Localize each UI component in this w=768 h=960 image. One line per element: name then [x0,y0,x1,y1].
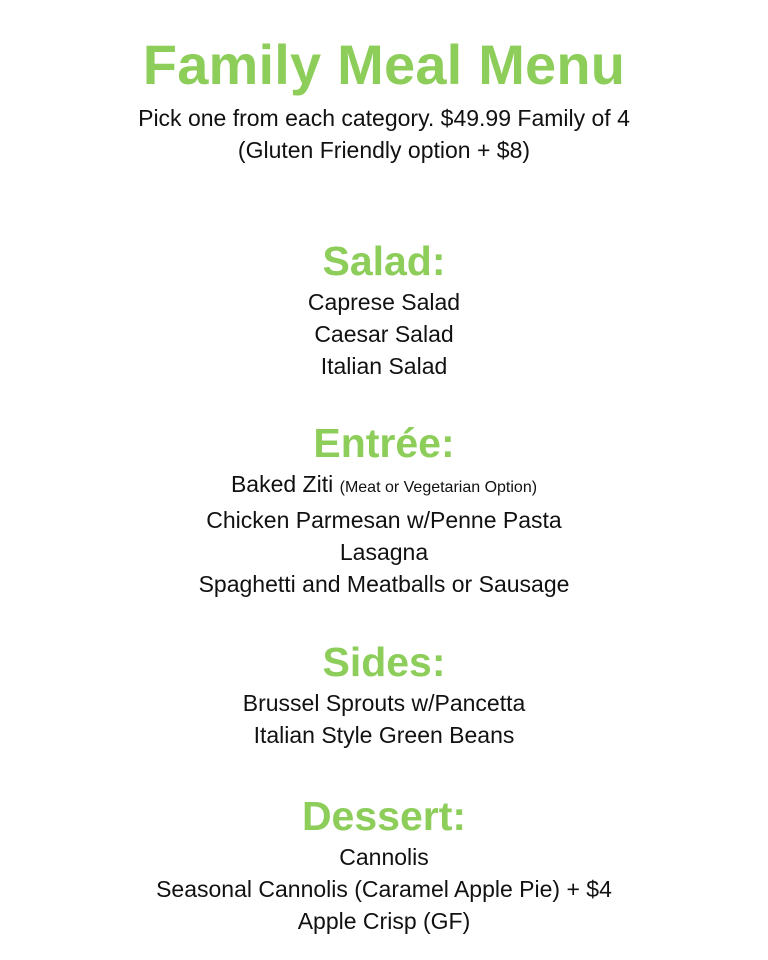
list-item: Lasagna [339,539,429,565]
list-item: Caesar Salad [314,321,454,347]
sides-section [0,637,768,751]
list-item: Seasonal Cannolis (Caramel Apple Pie) + $4 [156,876,612,902]
list-item: Italian Salad [320,353,448,379]
list-item: Apple Crisp (GF) [297,908,471,934]
intro-pricing: Pick one from each category. $49.99 Family of 4 [138,105,630,131]
list-item: Chicken Parmesan w/Penne Pasta [206,507,562,533]
list-item: Cannolis [339,844,429,870]
intro-gluten-note: (Gluten Friendly option + $8) [237,137,531,163]
entree-heading: Entrée: [313,420,455,466]
item-note: (Meat or Vegetarian Option) [339,479,538,496]
list-item: Brussel Sprouts w/Pancetta [242,690,526,716]
menu-intro [0,102,768,166]
list-item [0,468,768,504]
page-title: Family Meal Menu [142,33,626,96]
dessert-section [0,791,768,937]
salad-section [0,236,768,382]
item-name: Baked Ziti [230,471,334,497]
dessert-heading: Dessert: [301,793,467,839]
salad-heading: Salad: [322,238,446,284]
entree-section [0,418,768,600]
sides-list [0,687,768,751]
list-item: Caprese Salad [307,289,461,315]
list-item: Italian Style Green Beans [253,722,515,748]
sides-heading: Sides: [322,639,446,685]
dessert-list [0,841,768,937]
entree-list [0,468,768,600]
salad-list [0,286,768,382]
list-item: Spaghetti and Meatballs or Sausage [198,571,570,597]
